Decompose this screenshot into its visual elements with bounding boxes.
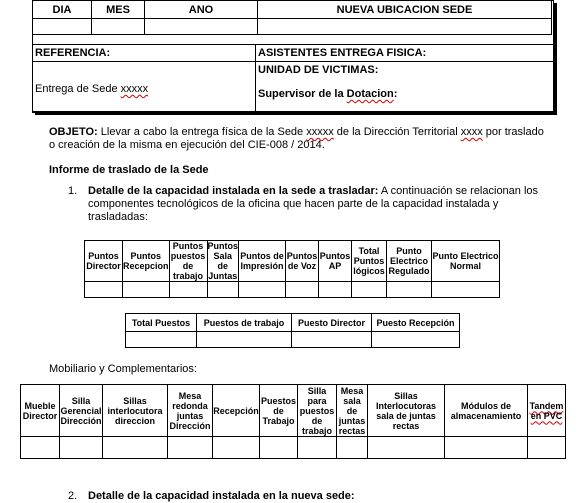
asistentes-value — [256, 62, 554, 113]
capacity-table — [84, 240, 500, 298]
cell[interactable] — [319, 282, 352, 298]
col-puntos-voz: Puntos de Voz — [286, 241, 319, 282]
cell[interactable] — [207, 282, 239, 298]
cell[interactable] — [103, 437, 168, 459]
cell[interactable] — [387, 282, 432, 298]
col-puntos-impresion: Puntos de Impresión — [239, 241, 286, 282]
supervisor-label: Supervisor de la Dotacion: — [258, 88, 398, 100]
col-mueble-director: Mueble Director — [21, 385, 60, 437]
col-total-puntos: Total Puntos lógicos — [352, 241, 387, 282]
cell[interactable] — [528, 437, 566, 459]
cell[interactable] — [239, 282, 286, 298]
col-silla-puestos: Silla para puestos de trabajo — [298, 385, 337, 437]
col-punto-regulado: Punto Electrico Regulado — [387, 241, 432, 282]
cell[interactable] — [21, 437, 60, 459]
ano-cell[interactable] — [145, 19, 258, 35]
informe-title: Informe de traslado de la Sede — [49, 164, 209, 176]
col-puntos-trabajo: Puntos puestos de trabajo — [170, 241, 206, 281]
asistentes-label: ASISTENTES ENTREGA FISICA: — [256, 45, 554, 62]
cell[interactable] — [286, 282, 319, 298]
item1-number: 1. — [68, 185, 78, 197]
col-puntos-sala: Puntos Sala de Juntas — [207, 241, 239, 281]
furniture-table — [20, 384, 566, 459]
entrega-prefix: Entrega de Sede — [35, 83, 121, 95]
dia-cell[interactable] — [33, 19, 92, 35]
referencia-label: REFERENCIA: — [33, 45, 256, 62]
cell[interactable] — [260, 437, 298, 459]
cell[interactable] — [292, 332, 372, 348]
cell[interactable] — [169, 282, 207, 298]
cell[interactable] — [368, 437, 445, 459]
cell[interactable] — [168, 437, 213, 459]
col-puestos-trabajo: Puestos de trabajo — [197, 314, 292, 332]
objeto-paragraph: OBJETO: Llevar a cabo la entrega física de la Sede xxxxx de la Dirección Territorial xxxx por traslado o creación de la misma en ejecución del CIE-008 / 2014. — [49, 126, 544, 151]
nueva-ubicacion-cell[interactable] — [258, 19, 552, 35]
col-silla-gerencial: Silla Gerencial Dirección — [60, 385, 103, 437]
ano-header: ANO — [145, 1, 258, 19]
col-modulos: Módulos de almacenamiento — [445, 385, 528, 437]
col-sillas-sala-juntas: Sillas Interlocutoras sala de juntas rectas — [368, 385, 445, 437]
col-sillas-interlocutora: Sillas interlocutora direccion — [103, 385, 168, 437]
cell[interactable] — [123, 282, 170, 298]
col-puesto-director: Puesto Director — [292, 314, 372, 332]
mes-header: MES — [92, 1, 145, 19]
referencia-value — [33, 62, 256, 113]
item2-title: Detalle de la capacidad instalada en la nueva sede: — [88, 490, 355, 502]
col-tandem: Tandem en PVC — [528, 385, 566, 437]
cell[interactable] — [372, 332, 460, 348]
col-total-puestos: Total Puestos — [126, 314, 197, 332]
col-puntos-ap: Puntos AP — [319, 241, 352, 282]
cell[interactable] — [337, 437, 368, 459]
col-puntos-director: Puntos Director — [85, 241, 123, 282]
cell[interactable] — [352, 282, 387, 298]
col-mesa-redonda: Mesa redonda juntas Dirección — [168, 385, 213, 437]
reference-table — [32, 44, 554, 113]
col-recepcion: Recepción — [213, 385, 260, 437]
cell[interactable] — [197, 332, 292, 348]
totals-table — [125, 313, 460, 348]
col-puestos-trabajo: Puestos de Trabajo — [260, 385, 298, 437]
cell[interactable] — [445, 437, 528, 459]
mobiliario-title: Mobiliario y Complementarios: — [49, 363, 197, 375]
col-puntos-recepcion: Puntos Recepcion — [123, 241, 170, 282]
cell[interactable] — [432, 282, 500, 298]
col-puesto-recepcion: Puesto Recepción — [372, 314, 460, 332]
date-table — [32, 0, 552, 35]
cell[interactable] — [126, 332, 197, 348]
col-mesa-sala: Mesa sala de juntas rectas — [337, 385, 368, 437]
cell[interactable] — [213, 437, 260, 459]
cell[interactable] — [85, 282, 123, 298]
mes-cell[interactable] — [92, 19, 145, 35]
col-punto-normal: Punto Electrico Normal — [432, 241, 500, 282]
item1-paragraph: Detalle de la capacidad instalada en la sede a trasladar: A continuación se relacionan los componentes tecnológicos de la oficina que hacen parte de la capacidad instalada y trasladadas: — [88, 185, 539, 223]
nueva-ubicacion-header: NUEVA UBICACION SEDE — [258, 1, 552, 19]
entrega-code: xxxxx — [120, 83, 149, 95]
cell[interactable] — [60, 437, 103, 459]
dia-header: DIA — [33, 1, 92, 19]
cell[interactable] — [298, 437, 337, 459]
unidad-label: UNIDAD DE VICTIMAS: — [258, 64, 379, 76]
item2-number: 2. — [68, 490, 78, 502]
